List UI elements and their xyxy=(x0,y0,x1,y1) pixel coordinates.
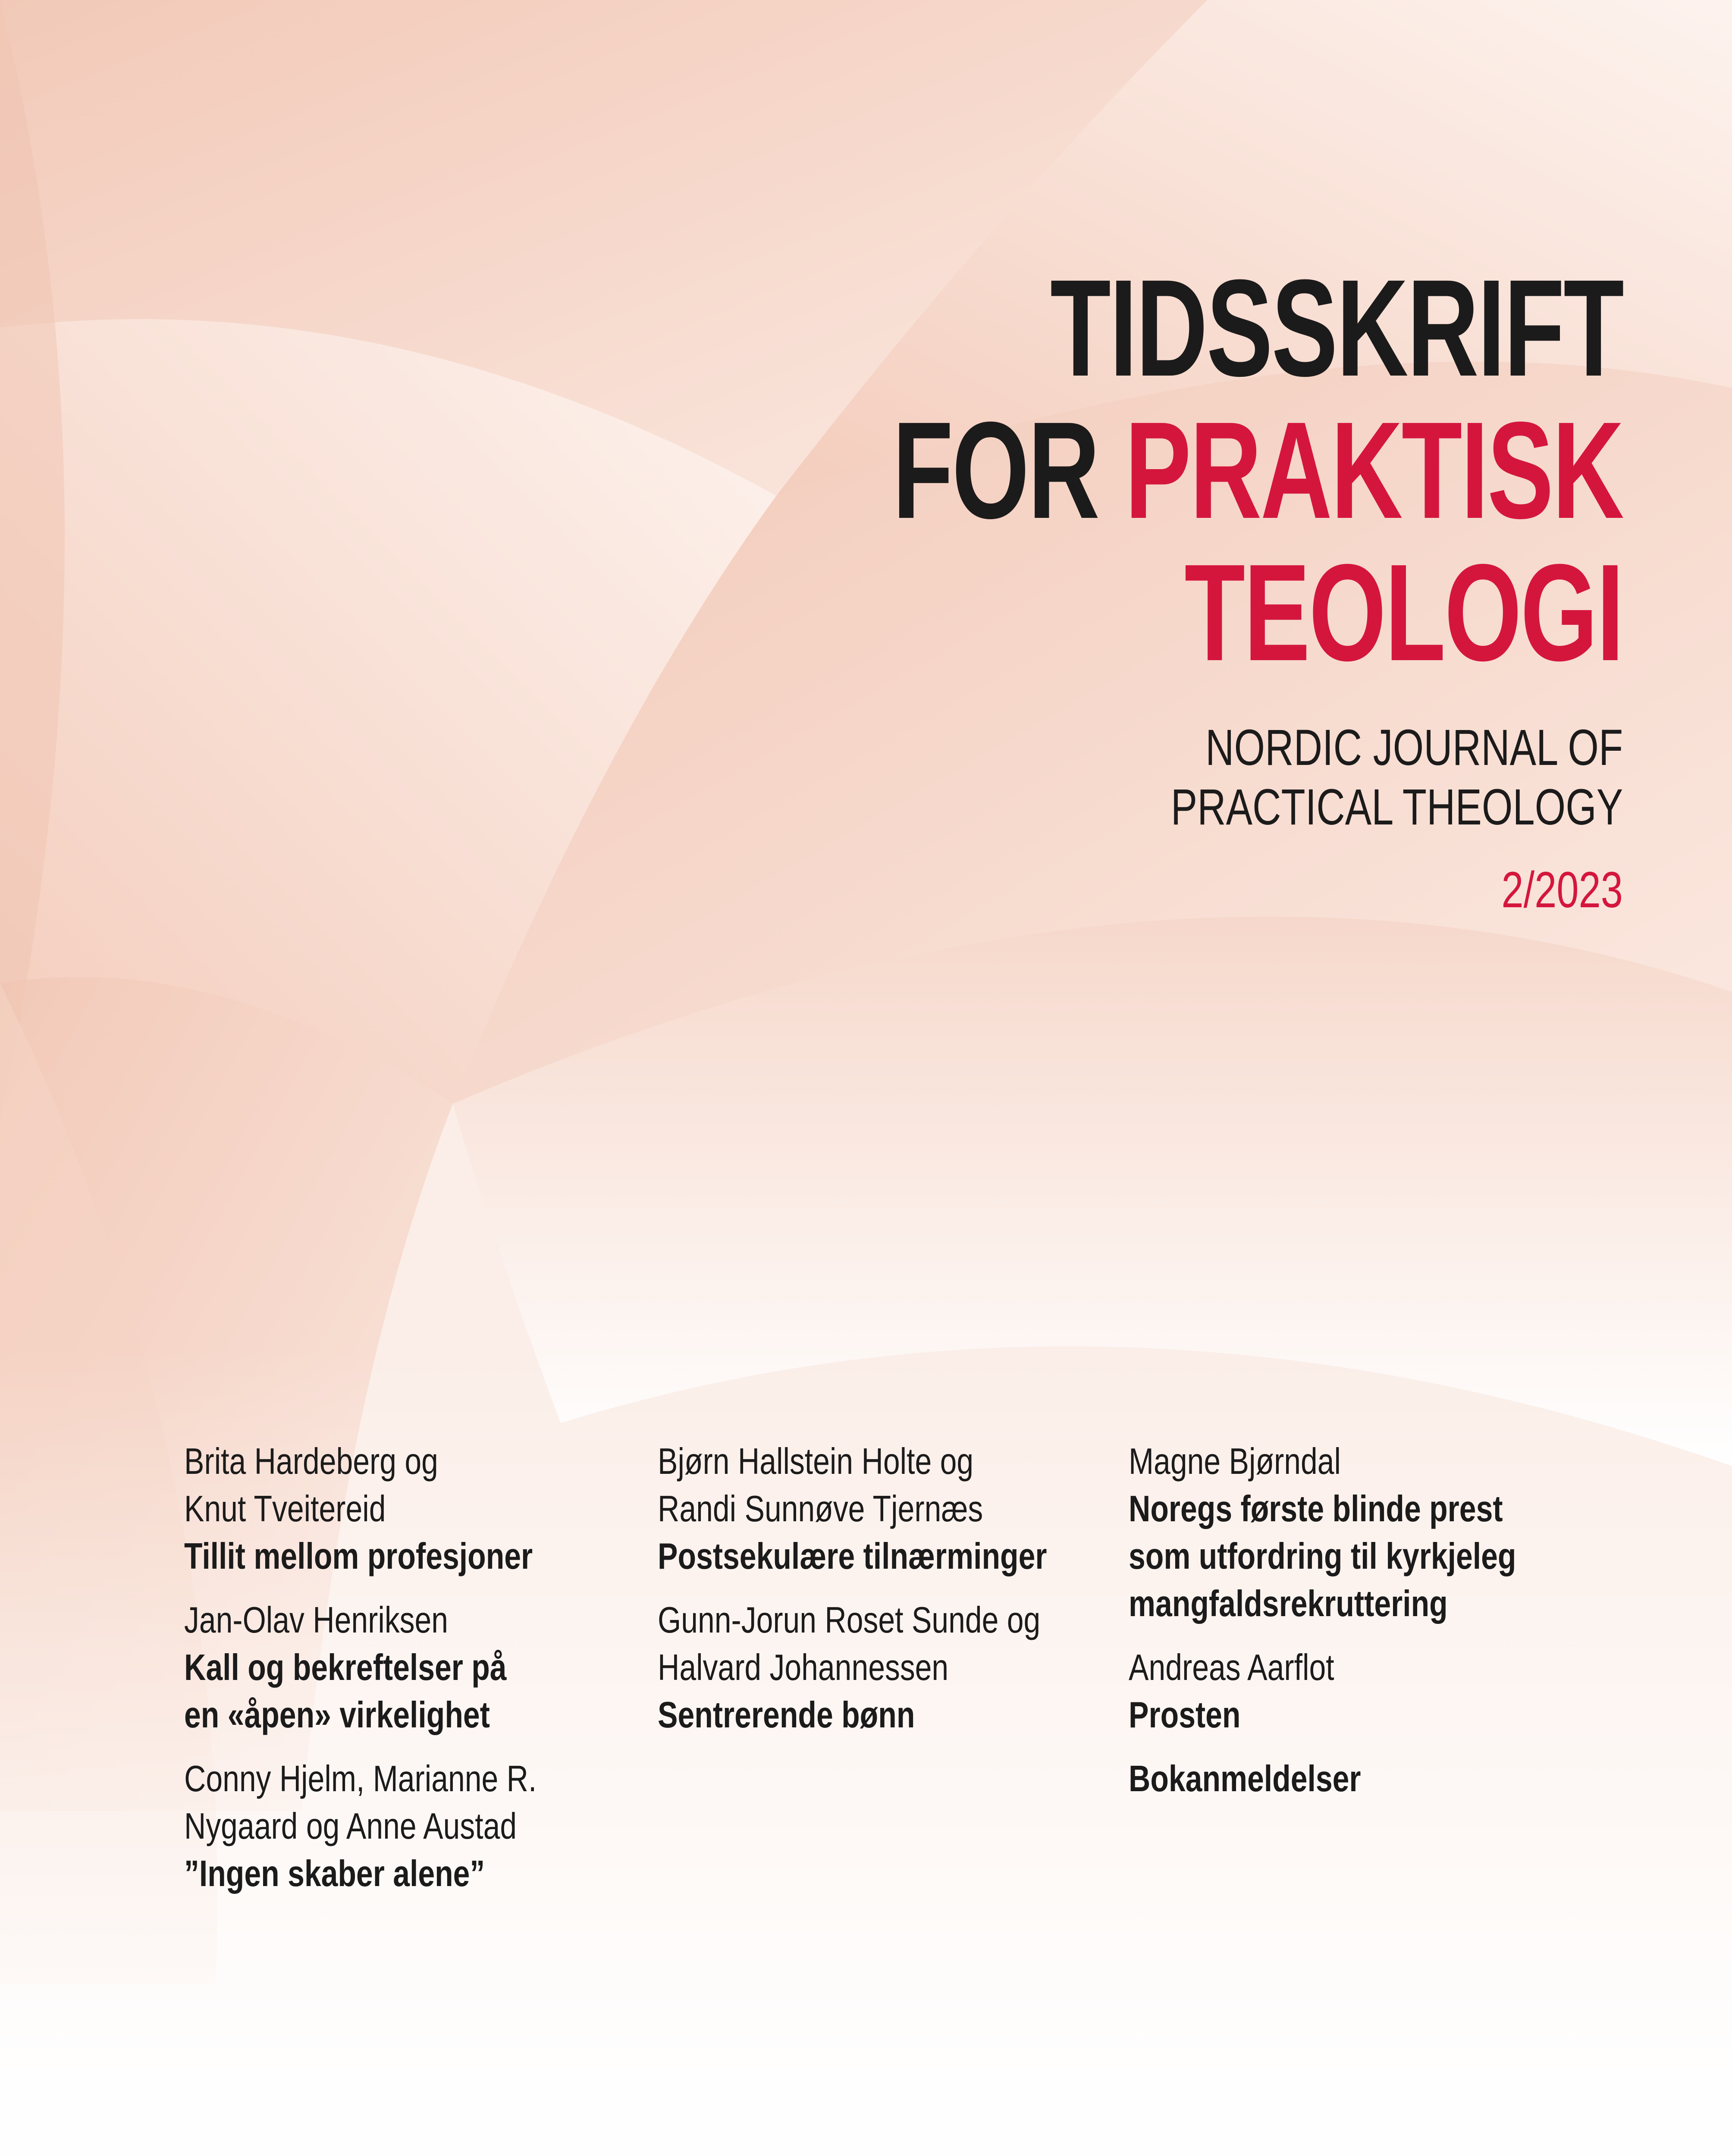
entry-title: som utfordring til kyrkjeleg xyxy=(1129,1536,1516,1577)
entry-authors: Bjørn Hallstein Holte og xyxy=(658,1441,974,1482)
entry-authors: Randi Sunnøve Tjernæs xyxy=(658,1489,983,1529)
title-line-2-red: PRAKTISK xyxy=(1125,393,1623,547)
entry-title: ”Ingen skaber alene” xyxy=(184,1853,485,1894)
subtitle-line-1: NORDIC JOURNAL OF xyxy=(1205,719,1623,776)
entry-authors: Nygaard og Anne Austad xyxy=(184,1806,517,1847)
entry-title: Prosten xyxy=(1129,1695,1241,1736)
toc-column-3 xyxy=(1129,1438,1516,1819)
entry-title: Noregs første blinde prest xyxy=(1129,1489,1503,1529)
entry-authors: Jan-Olav Henriksen xyxy=(184,1600,449,1641)
entry-title: mangfaldsrekruttering xyxy=(1129,1583,1448,1624)
toc-entry xyxy=(184,1438,538,1580)
toc-entry xyxy=(658,1438,1047,1580)
entry-authors: Magne Bjørndal xyxy=(1129,1441,1341,1482)
toc-entry xyxy=(1129,1755,1482,1803)
toc-entry xyxy=(658,1597,1041,1739)
toc-entry xyxy=(1129,1644,1482,1739)
toc-entry xyxy=(184,1755,538,1898)
toc-column-2 xyxy=(658,1438,1047,1755)
toc-column-1 xyxy=(184,1438,538,1914)
entry-title: Postsekulære tilnærminger xyxy=(658,1536,1047,1577)
entry-title: Kall og bekreftelser på xyxy=(184,1647,507,1688)
entry-authors: Brita Hardeberg og xyxy=(184,1441,438,1482)
toc-entry xyxy=(1129,1438,1516,1628)
title-line-1: TIDSSKRIFT xyxy=(1050,251,1623,405)
entry-title: Tillit mellom profesjoner xyxy=(184,1536,533,1577)
issue-number: 2/2023 xyxy=(1501,862,1623,918)
entry-authors: Andreas Aarflot xyxy=(1129,1647,1334,1688)
title-line-2-black: FOR xyxy=(892,393,1125,547)
journal-subtitle xyxy=(1171,718,1623,837)
entry-authors: Gunn-Jorun Roset Sunde og xyxy=(658,1600,1041,1641)
title-line-3: TEOLOGI xyxy=(1184,535,1623,689)
entry-authors: Conny Hjelm, Marianne R. xyxy=(184,1758,537,1799)
entry-authors: Knut Tveitereid xyxy=(184,1489,386,1529)
entry-title: en «åpen» virkelighet xyxy=(184,1695,490,1736)
entry-title: Sentrerende bønn xyxy=(658,1695,915,1736)
subtitle-line-2: PRACTICAL THEOLOGY xyxy=(1170,779,1623,836)
journal-title xyxy=(609,251,1623,689)
entry-title: Bokanmeldelser xyxy=(1129,1758,1361,1799)
entry-authors: Halvard Johannessen xyxy=(658,1647,949,1688)
toc-entry xyxy=(184,1597,538,1739)
title-line-2 xyxy=(892,393,1623,547)
